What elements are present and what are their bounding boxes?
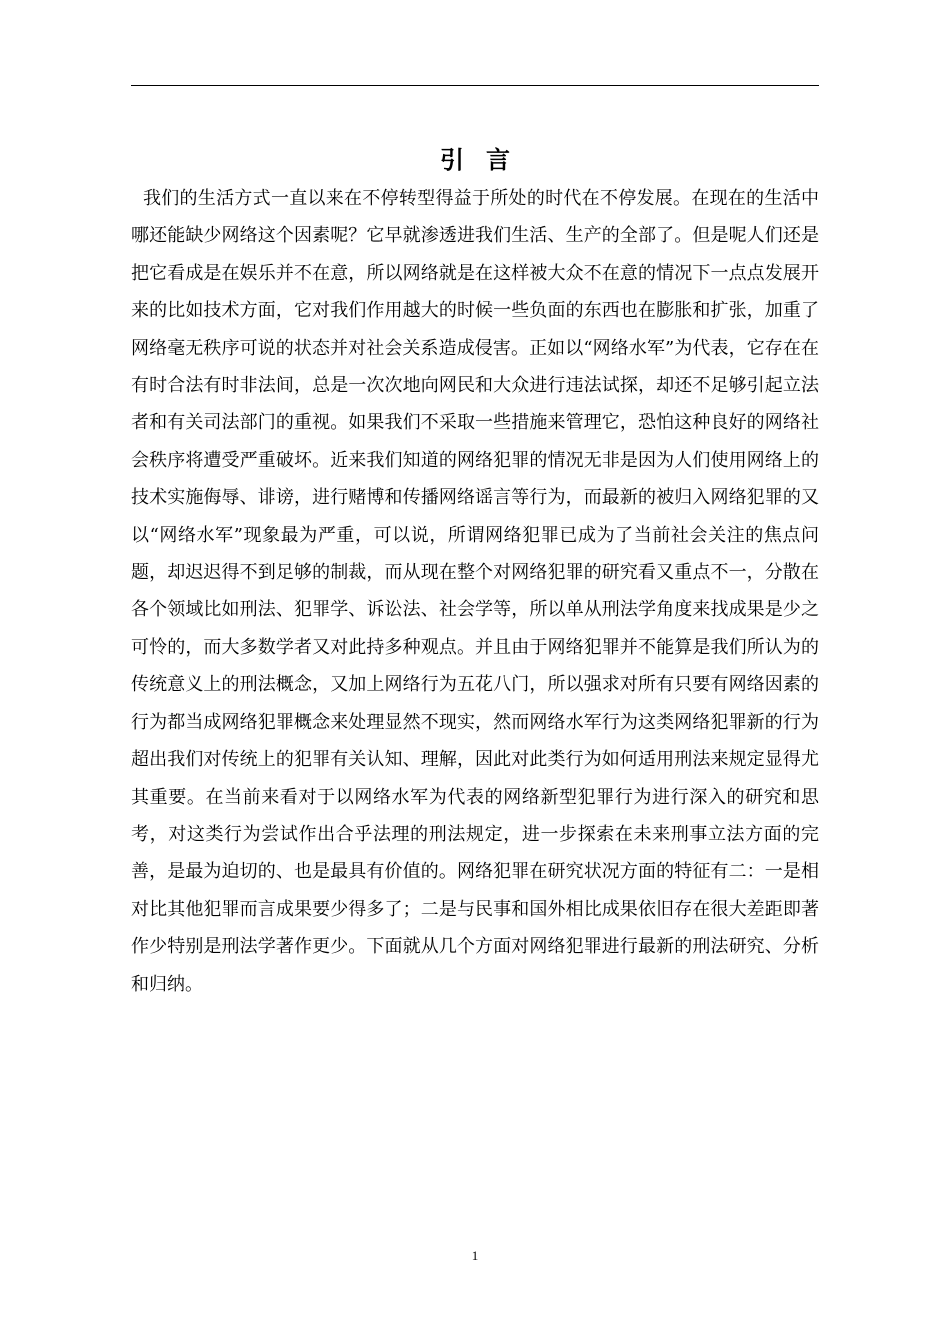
header-rule (131, 85, 819, 86)
section-title: 引言 (440, 146, 532, 174)
page-number: 1 (471, 1248, 479, 1263)
body-paragraph: 我们的生活方式一直以来在不停转型得益于所处的时代在不停发展。在现在的生活中哪还能缺少网络这个因素呢？它早就渗透进我们生活、生产的全部了。但是呢人们还是把它看成是在娱乐并不在意，所以网络就是在这样被大众不在意的情况下一点点发展开来的比如技术方面，它对我们作用越大的时候一些负面的东西也在膨胀和扩张，加重了网络毫无秩序可说的状态并对社会关系造成侵害。正如以“网络水军”为代表，它存在在有时合法有时非法间，总是一次次地向网民和大众进行违法试探，却还不足够引起立法者和有关司法部门的重视。如果我们不采取一些措施来管理它，恐怕这种良好的网络社会秩序将遭受严重破坏。近来我们知道的网络犯罪的情况无非是因为人们使用网络上的技术实施侮辱、诽谤，进行赌博和传播网络谣言等行为，而最新的被归入网络犯罪的又以“网络水军”现象最为严重，可以说，所谓网络犯罪已成为了当前社会关注的焦点问题，却迟迟得不到足够的制裁，而从现在整个对网络犯罪的研究看又重点不一，分散在各个领域比如刑法、犯罪学、诉讼法、社会学等，所以单从刑法学角度来找成果是少之可怜的，而大多数学者又对此持多种观点。并且由于网络犯罪并不能算是我们所认为的传统意义上的刑法概念，又加上网络行为五花八门，所以强求对所有只要有网络因素的行为都当成网络犯罪概念来处理显然不现实，然而网络水军行为这类网络犯罪新的行为超出我们对传统上的犯罪有关认知、理解，因此对此类行为如何适用刑法来规定显得尤其重要。在当前来看对于以网络水军为代表的网络新型犯罪行为进行深入的研究和思考，对这类行为尝试作出合乎法理的刑法规定，进一步探索在未来刑事立法方面的完善，是最为迫切的、也是最具有价值的。网络犯罪在研究状况方面的特征有二：一是相对比其他犯罪而言成果要少得多了；二是与民事和国外相比成果依旧存在很大差距即著作少特别是刑法学著作更少。下面就从几个方面对网络犯罪进行最新的刑法研究、分析和归纳。 (131, 188, 819, 995)
